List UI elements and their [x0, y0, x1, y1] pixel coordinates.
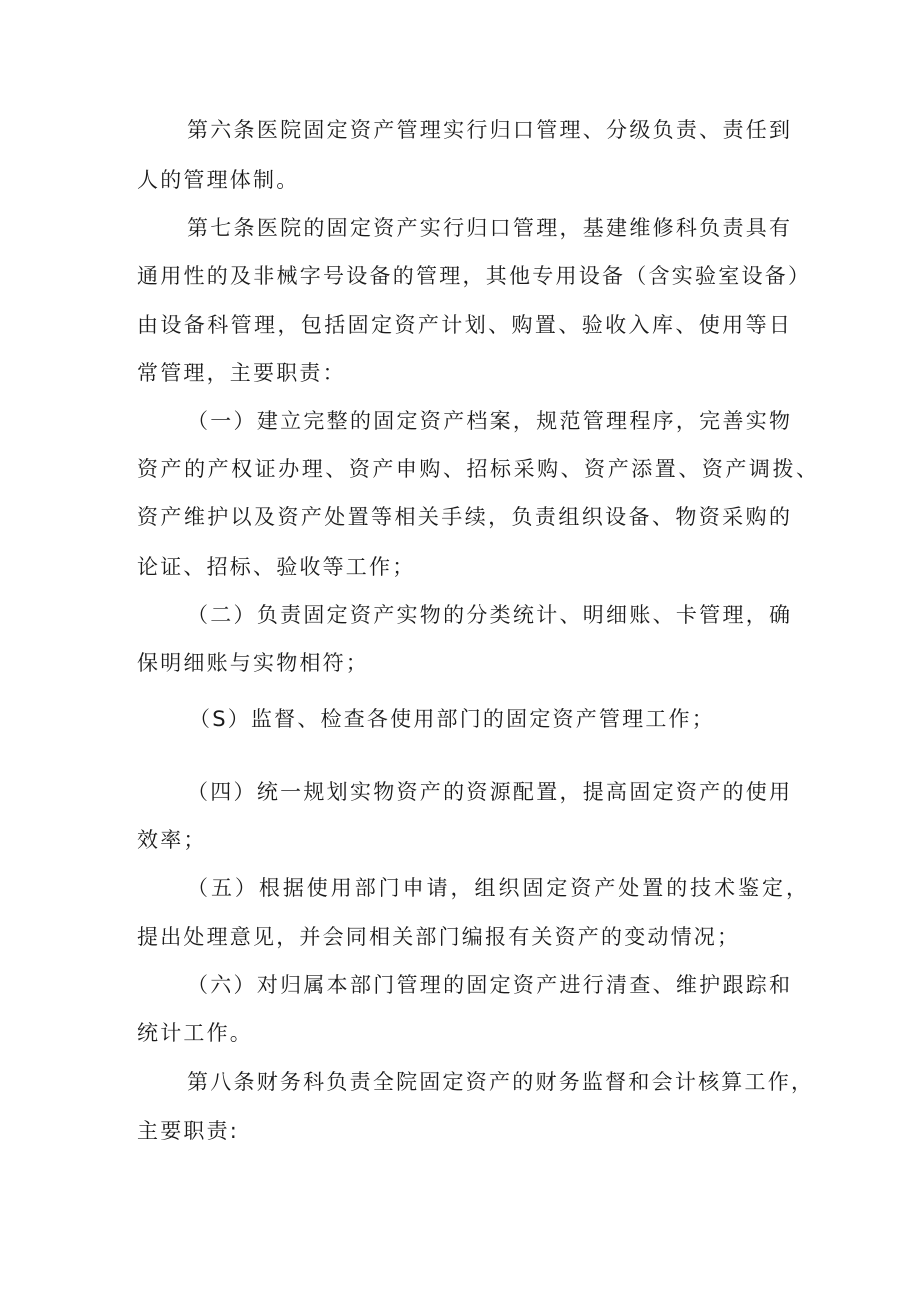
text-line: 由设备科管理，包括固定资产计划、购置、验收入库、使用等日 [137, 313, 790, 337]
text-line: 第七条医院的固定资产实行归口管理，基建维修科负责具有 [187, 216, 790, 240]
text-line: 论证、招标、验收等工作； [137, 555, 416, 579]
text-line: （六）对归属本部门管理的固定资产进行清查、维护跟踪和 [187, 973, 790, 997]
text-line: 保明细账与实物相符； [137, 651, 369, 675]
text-line: （一）建立完整的固定资产档案，规范管理程序，完善实物 [187, 409, 790, 433]
text-line: 效率； [137, 828, 207, 852]
text-line: （五）根据使用部门申请，组织固定资产处置的技术鉴定， [187, 876, 807, 900]
text-line: 资产维护以及资产处置等相关手续，负责组织设备、物资采购的 [137, 505, 790, 529]
text-line: 提出处理意见，并会同相关部门编报有关资产的变动情况； [137, 925, 741, 949]
text-line: 通用性的及非械字号设备的管理，其他专用设备（含实验室设备） [137, 264, 809, 288]
text-line: （四）统一规划实物资产的资源配置，提高固定资产的使用 [187, 780, 790, 804]
text-line: 常管理，主要职责： [137, 361, 346, 385]
text-line: 统计工作。 [137, 1021, 253, 1045]
text-line: （S）监督、检查各使用部门的固定资产管理工作； [189, 707, 715, 731]
text-line: 第八条财务科负责全院固定资产的财务监督和会计核算工作， [187, 1070, 812, 1094]
text-line: 人的管理体制。 [137, 168, 300, 192]
text-line: （二）负责固定资产实物的分类统计、明细账、卡管理，确 [187, 603, 790, 627]
text-line: 第六条医院固定资产管理实行归口管理、分级负责、责任到 [187, 118, 790, 142]
text-line: 主要职责: [137, 1119, 240, 1143]
text-line: 资产的产权证办理、资产申购、招标采购、资产添置、资产调拨、 [137, 457, 817, 481]
